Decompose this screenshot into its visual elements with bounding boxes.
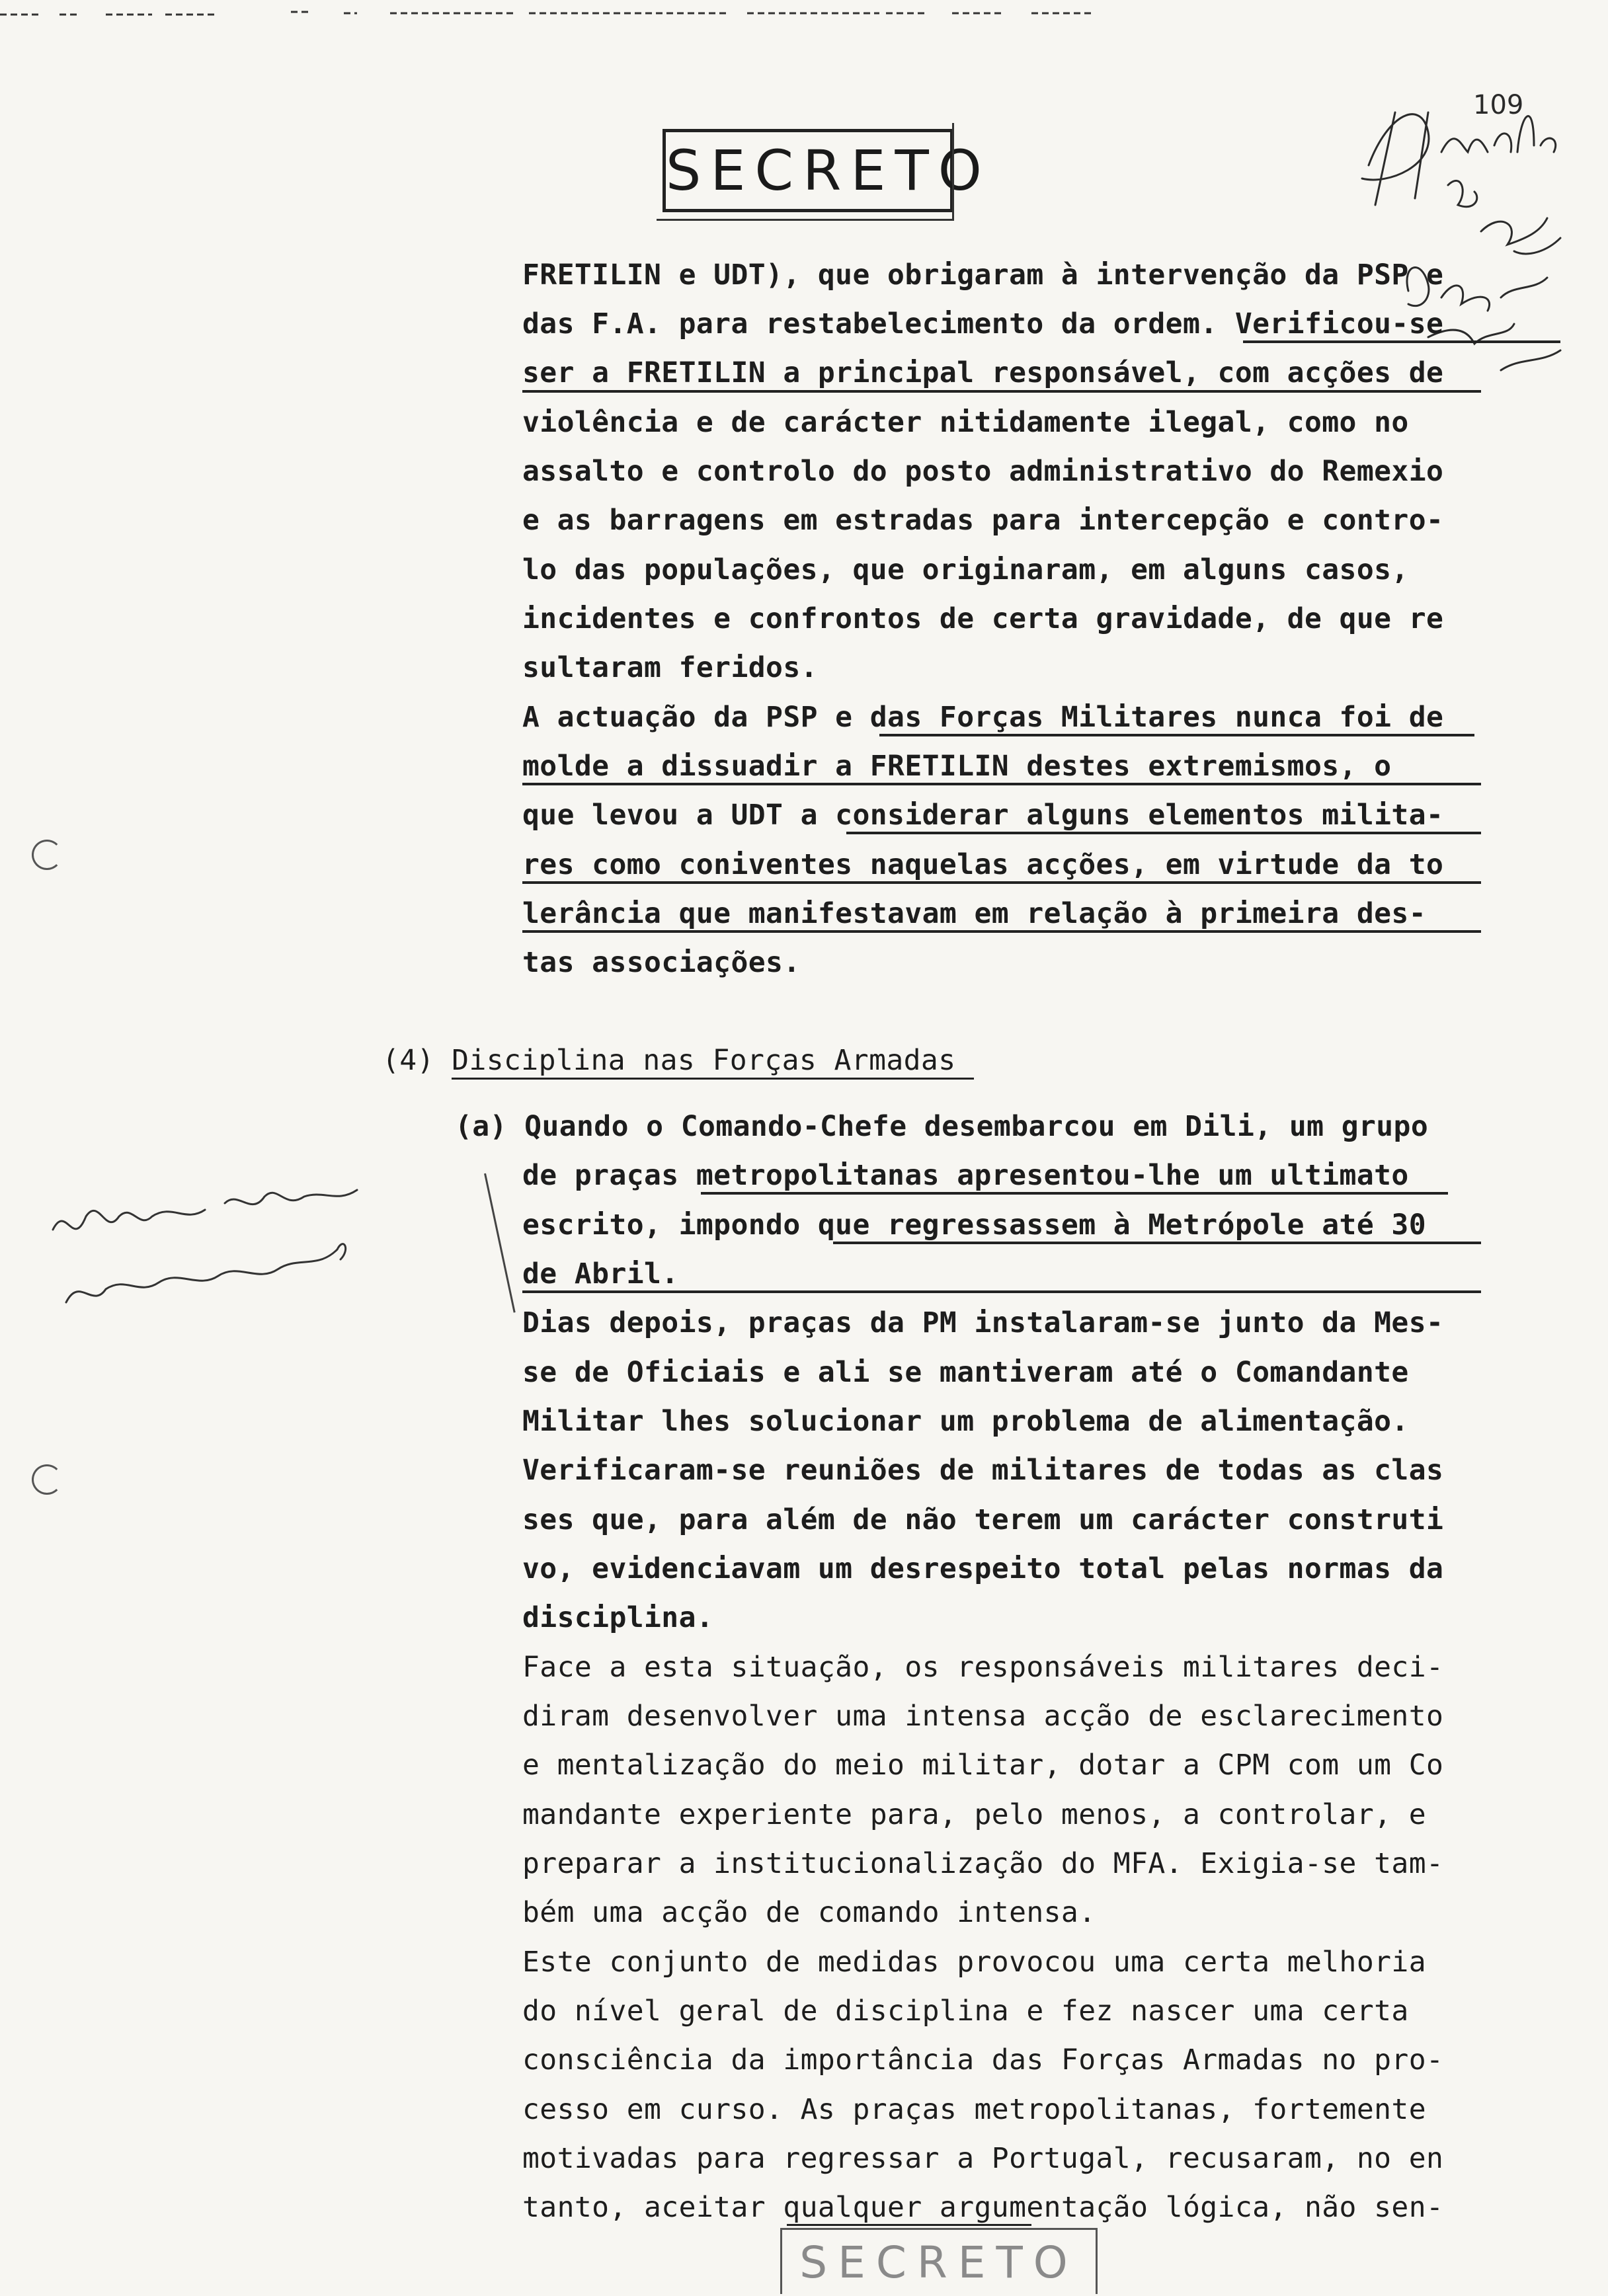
text-line: Este conjunto de medidas provocou uma certa melhoria — [522, 1946, 1426, 1979]
underline-mark — [452, 1078, 974, 1080]
text-line: bém uma acção de comando intensa. — [522, 1896, 1096, 1929]
text-line: ser a FRETILIN a principal responsável, com acções de — [522, 356, 1444, 389]
text-line: de praças metropolitanas apresentou-lhe um ultimato — [522, 1159, 1409, 1192]
secreto-stamp-bottom: SECRETO — [780, 2228, 1098, 2294]
underline-mark — [522, 930, 1481, 933]
text-line: sultaram feridos. — [522, 651, 818, 684]
text-line: das F.A. para restabelecimento da ordem. Verificou-se — [522, 307, 1444, 340]
text-line: diram desenvolver uma intensa acção de esclarecimento — [522, 1700, 1444, 1733]
text-line: FRETILIN e UDT), que obrigaram à intervenção da PSP e — [522, 258, 1444, 292]
text-line: cesso em curso. As praças metropolitanas, fortemente — [522, 2093, 1426, 2126]
margin-line — [484, 1173, 516, 1313]
text-line: (a) Quando o Comando-Chefe desembarcou em Dili, um grupo — [455, 1110, 1429, 1143]
underline-mark — [1243, 340, 1560, 343]
secreto-stamp: SECRETO — [663, 129, 953, 212]
text-line: incidentes e confrontos de certa gravidade, de que re — [522, 602, 1444, 635]
text-line: disciplina. — [522, 1601, 714, 1634]
text-line: assalto e controlo do posto administrativo do Remexio — [522, 455, 1444, 488]
text-line: Militar lhes solucionar um problema de alimentação. — [522, 1405, 1409, 1438]
text-line: do nível geral de disciplina e fez nascer uma certa — [522, 1995, 1409, 2028]
text-line: preparar a institucionalização do MFA. Exigia-se tam- — [522, 1847, 1444, 1880]
underline-mark — [522, 390, 1481, 393]
text-line: lerância que manifestavam em relação à primeira des- — [522, 897, 1426, 930]
text-line: vo, evidenciavam um desrespeito total pelas normas da — [522, 1552, 1444, 1585]
text-line: Face a esta situação, os responsáveis militares deci- — [522, 1651, 1444, 1684]
text-line: consciência da importância das Forças Armadas no pro- — [522, 2043, 1444, 2077]
text-line: motivadas para regressar a Portugal, recusaram, no en — [522, 2142, 1444, 2175]
text-line: A actuação da PSP e das Forças Militares nunca foi de — [522, 701, 1444, 734]
text-line: violência e de carácter nitidamente ilegal, como no — [522, 406, 1409, 439]
punch-hole — [32, 1464, 62, 1495]
text-line: se de Oficiais e ali se mantiveram até o Comandante — [522, 1356, 1409, 1389]
text-line: e as barragens em estradas para intercepção e contro- — [522, 504, 1444, 537]
underline-mark — [701, 1192, 1448, 1195]
underline-mark — [846, 832, 1481, 834]
punch-hole — [32, 840, 62, 870]
section-heading: (4) Disciplina nas Forças Armadas — [382, 1044, 956, 1077]
text-line: res como coniventes naquelas acções, em virtude da to — [522, 848, 1444, 881]
text-line: que levou a UDT a considerar alguns elementos milita- — [522, 799, 1444, 832]
text-line: Verificaram-se reuniões de militares de todas as clas — [522, 1454, 1444, 1487]
text-line: molde a dissuadir a FRETILIN destes extremismos, o — [522, 750, 1392, 783]
underline-mark — [833, 1242, 1481, 1244]
underline-mark — [787, 2224, 1031, 2226]
underline-mark — [522, 783, 1481, 785]
text-line: escrito, impondo que regressassem à Metrópole até 30 — [522, 1208, 1426, 1242]
text-line: ses que, para além de não terem um carácter construti — [522, 1503, 1444, 1536]
top-edge-marks — [0, 0, 1608, 26]
text-line: tanto, aceitar qualquer argumentação lógica, não sen- — [522, 2191, 1444, 2224]
underline-mark — [879, 734, 1474, 736]
text-line: tas associações. — [522, 946, 801, 979]
underline-mark — [522, 1290, 1481, 1293]
text-line: e mentalização do meio militar, dotar a CPM com um Co — [522, 1749, 1444, 1782]
underline-mark — [522, 881, 1481, 884]
text-line: de Abril. — [522, 1257, 679, 1290]
text-line: lo das populações, que originaram, em alguns casos, — [522, 553, 1409, 586]
handwritten-margin-note — [40, 1177, 383, 1329]
text-line: Dias depois, praças da PM instalaram-se junto da Mes- — [522, 1306, 1444, 1339]
text-line: mandante experiente para, pelo menos, a controlar, e — [522, 1798, 1426, 1831]
page-number: 109 — [1473, 90, 1524, 120]
